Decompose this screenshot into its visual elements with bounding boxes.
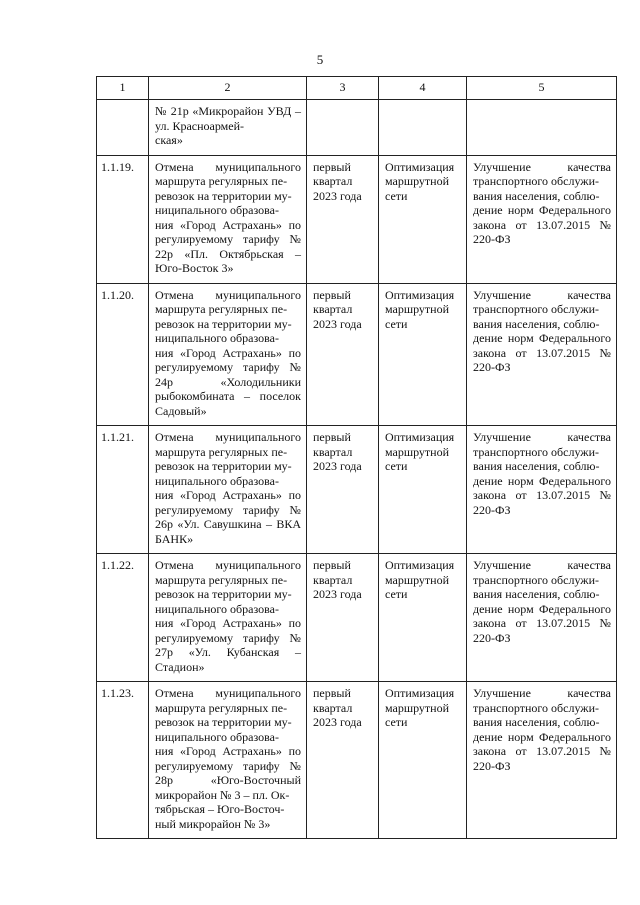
row-deadline-cell: первый квартал 2023 года [307,155,379,283]
table-header-row [97,77,617,100]
row-deadline-cell [307,100,379,156]
row-description-cell: Отмена муниципального маршрута регулярных пе- ревозок на территории му- ниципального образова- ния «Город Астрахань» по регулируемому тарифу № 22р «Пл. Октябрьская – Юго-Восток 3» [149,155,307,283]
row-number-cell: 1.1.20. [97,283,149,426]
table-row [97,554,617,682]
row-description-cell: Отмена муниципального маршрута регулярных пе- ревозок на территории му- ниципального образова- ния «Город Астрахань» по регулируемому тарифу № 28р «Юго-Восточный микрорайон № 3 – пл. Ок- тябрьская – Юго-Восточ- ный микрорайон № 3» [149,682,307,839]
row-deadline-cell: первый квартал 2023 года [307,554,379,682]
page-number: 5 [316,52,324,67]
row-result-cell: Улучшение качества транспортного обслужи- вания населения, соблю- дение норм Федерального закона от 13.07.2015 № 220-ФЗ [467,554,617,682]
column-header-3: 3 [307,77,379,100]
row-goal-cell [379,100,467,156]
row-description-cell: Отмена муниципального маршрута регулярных пе- ревозок на территории му- ниципального образова- ния «Город Астрахань» по регулируемому тарифу № 24р «Холодильники рыбокомбината – поселок Садовый» [149,283,307,426]
column-header-4: 4 [379,77,467,100]
column-header-2: 2 [149,77,307,100]
row-result-cell: Улучшение качества транспортного обслужи- вания населения, соблю- дение норм Федерального закона от 13.07.2015 № 220-ФЗ [467,283,617,426]
row-goal-cell: Оптимизация маршрутной сети [379,682,467,839]
table-row [97,426,617,554]
row-goal-cell: Оптимизация маршрутной сети [379,554,467,682]
continuation-row [97,100,617,156]
row-description-cell: Отмена муниципального маршрута регулярных пе- ревозок на территории му- ниципального образова- ния «Город Астрахань» по регулируемому тарифу № 26р «Ул. Савушкина – ВКА БАНК» [149,426,307,554]
row-number-cell: 1.1.23. [97,682,149,839]
row-result-cell: Улучшение качества транспортного обслужи- вания населения, соблю- дение норм Федерального закона от 13.07.2015 № 220-ФЗ [467,155,617,283]
row-description-cell: Отмена муниципального маршрута регулярных пе- ревозок на территории му- ниципального образова- ния «Город Астрахань» по регулируемому тарифу № 27р «Ул. Кубанская – Стадион» [149,554,307,682]
row-result-cell [467,100,617,156]
column-header-1: 1 [97,77,149,100]
row-goal-cell: Оптимизация маршрутной сети [379,426,467,554]
row-number-cell: 1.1.21. [97,426,149,554]
row-deadline-cell: первый квартал 2023 года [307,426,379,554]
row-number-cell: 1.1.22. [97,554,149,682]
row-description-cell: № 21р «Микрорайон УВД – ул. Красноармей- ская» [149,100,307,156]
row-result-cell: Улучшение качества транспортного обслужи- вания населения, соблю- дение норм Федерального закона от 13.07.2015 № 220-ФЗ [467,426,617,554]
measures-table [96,76,617,839]
row-deadline-cell: первый квартал 2023 года [307,283,379,426]
table-row [97,283,617,426]
row-number-cell [97,100,149,156]
row-deadline-cell: первый квартал 2023 года [307,682,379,839]
row-goal-cell: Оптимизация маршрутной сети [379,283,467,426]
table-row [97,155,617,283]
column-header-5: 5 [467,77,617,100]
table-row [97,682,617,839]
row-number-cell: 1.1.19. [97,155,149,283]
row-goal-cell: Оптимизация маршрутной сети [379,155,467,283]
row-result-cell: Улучшение качества транспортного обслужи- вания населения, соблю- дение норм Федерального закона от 13.07.2015 № 220-ФЗ [467,682,617,839]
